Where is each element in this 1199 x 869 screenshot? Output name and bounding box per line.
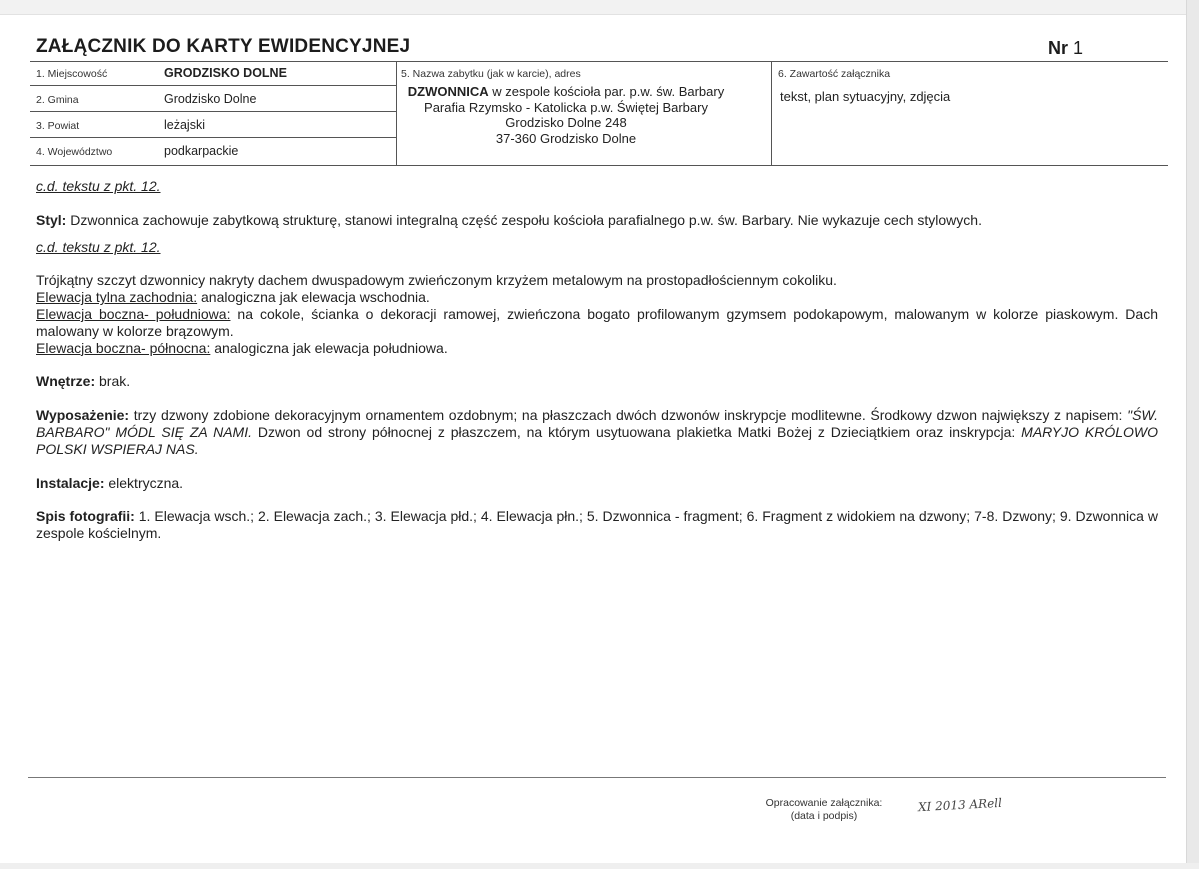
elewacja-tylna-text: analogiczna jak elewacja wschodnia. — [197, 289, 430, 306]
monument-name-bold: DZWONNICA — [407, 84, 489, 99]
wojewodztwo-label: 4. Województwo — [36, 146, 113, 158]
elewacja-polnocna-label: Elewacja boczna- północna: — [36, 339, 211, 356]
wyposazenie-label: Wyposażenie: — [36, 407, 130, 424]
elewacja-poludniowa-label: Elewacja boczna- południowa: — [36, 305, 231, 322]
monument-name — [401, 84, 731, 100]
wojewodztwo-value: podkarpackie — [164, 144, 239, 158]
wyposazenie-paragraph — [36, 407, 1158, 457]
continuation-note-1: c.d. tekstu z pkt. 12. — [36, 178, 161, 194]
powiat-value: leżajski — [164, 118, 205, 132]
wnetrze-label: Wnętrze: — [36, 373, 96, 390]
wyposazenie-text-1: trzy dzwony zdobione dekoracyjnym ornamentem ozdobnym; na płaszczach dwóch dzwonów inskrypcje modlitewne. Środkowy dzwon największy z napisem: — [129, 407, 1128, 424]
scan-edge-top — [0, 0, 1199, 15]
row-divider-1 — [30, 85, 396, 86]
page-title: ZAŁĄCZNIK DO KARTY EWIDENCYJNEJ — [36, 36, 411, 57]
zawartosc-value: tekst, plan sytuacyjny, zdjęcia — [780, 89, 951, 104]
attachment-number — [1048, 38, 1083, 59]
nr-label: Nr — [1048, 38, 1069, 58]
address-line-street: Grodzisko Dolne 248 — [505, 115, 627, 130]
scan-edge-right — [1186, 0, 1199, 869]
elewacja-polnocna — [36, 340, 1158, 357]
monument-address — [401, 84, 731, 146]
spis-fotografii-paragraph — [36, 508, 1158, 542]
scan-edge-bottom — [0, 863, 1199, 869]
col-divider-2 — [771, 62, 772, 165]
wyposazenie-inscription-2: MARYJO KRÓLOWO POLSKI WSPIERAJ NAS. — [36, 423, 1158, 457]
instalacje-label: Instalacje: — [36, 474, 105, 491]
header-table — [30, 61, 1168, 166]
elewacja-poludniowa — [36, 306, 1158, 340]
styl-paragraph — [36, 212, 1158, 229]
elewacja-tylna — [36, 289, 1158, 306]
continuation-note-2: c.d. tekstu z pkt. 12. — [36, 238, 161, 255]
footer-divider — [28, 777, 1166, 778]
gmina-label: 2. Gmina — [36, 94, 79, 106]
instalacje-paragraph — [36, 475, 1158, 492]
miejscowosc-value: GRODZISKO DOLNE — [164, 66, 287, 80]
nr-value: 1 — [1073, 38, 1084, 58]
address-line-postal: 37-360 Grodzisko Dolne — [495, 130, 637, 146]
miejscowosc-label: 1. Miejscowość — [36, 68, 108, 80]
handwritten-signature: XI 2013 ARell — [917, 795, 1003, 815]
instalacje-text: elektryczna. — [104, 474, 184, 491]
prepared-sublabel: (data i podpis) — [790, 810, 858, 822]
body-text — [36, 178, 1158, 542]
spis-fotografii-text: 1. Elewacja wsch.; 2. Elewacja zach.; 3. Elewacja płd.; 4. Elewacja płn.; 5. Dzwonnica - fragment; 6. Fragment z widokiem na dzwony; 7-8. Dzwony; 9. Dzwonnica w zespole kościelnym. — [36, 508, 1158, 542]
powiat-label: 3. Powiat — [36, 120, 80, 132]
row-divider-2 — [30, 111, 396, 112]
gmina-value: Grodzisko Dolne — [164, 92, 257, 106]
prepared-label: Opracowanie załącznika: — [765, 797, 883, 809]
zawartosc-label: 6. Zawartość załącznika — [778, 68, 891, 80]
elewacja-polnocna-text: analogiczna jak elewacja południowa. — [210, 339, 448, 356]
monument-name-rest: w zespole kościoła par. p.w. św. Barbary — [488, 84, 725, 99]
row-divider-3 — [30, 137, 396, 138]
address-line-parish: Parafia Rzymsko - Katolicka p.w. Świętej Barbary — [424, 99, 708, 115]
wnetrze-paragraph — [36, 373, 1158, 390]
elewacja-tylna-label: Elewacja tylna zachodnia: — [36, 289, 198, 306]
styl-text: Dzwonnica zachowuje zabytkową strukturę, stanowi integralną część zespołu kościoła parafialnego p.w. św. Barbary. Nie wykazuje cech stylowych. — [66, 211, 982, 228]
wyposazenie-text-2: Dzwon od strony północnej z płaszczem, na którym usytuowana plakietka Matki Bożej z Dzieciątkiem oraz inskrypcja: — [251, 423, 1022, 440]
prepared-by — [740, 797, 908, 823]
spis-fotografii-label: Spis fotografii: — [36, 508, 135, 525]
elewacja-poludniowa-text: na cokole, ścianka o dekoracji ramowej, zwieńczona bogato profilowanym gzymsem podokapowym, malowanym w kolorze piaskowym. Dach malowany w kolorze brązowym. — [36, 305, 1158, 339]
wyposazenie-inscription-1: "ŚW. BARBARO" MÓDL SIĘ ZA NAMI. — [36, 407, 1158, 440]
description-paragraph: Trójkątny szczyt dzwonnicy nakryty dachem dwuspadowym zwieńczonym krzyżem metalowym na prostopadłościennym cokoliku. — [36, 272, 837, 289]
wnetrze-text: brak. — [95, 373, 131, 390]
nazwa-zabytku-label: 5. Nazwa zabytku (jak w karcie), adres — [401, 68, 581, 80]
col-divider-1 — [396, 62, 397, 165]
styl-label: Styl: — [36, 211, 67, 228]
